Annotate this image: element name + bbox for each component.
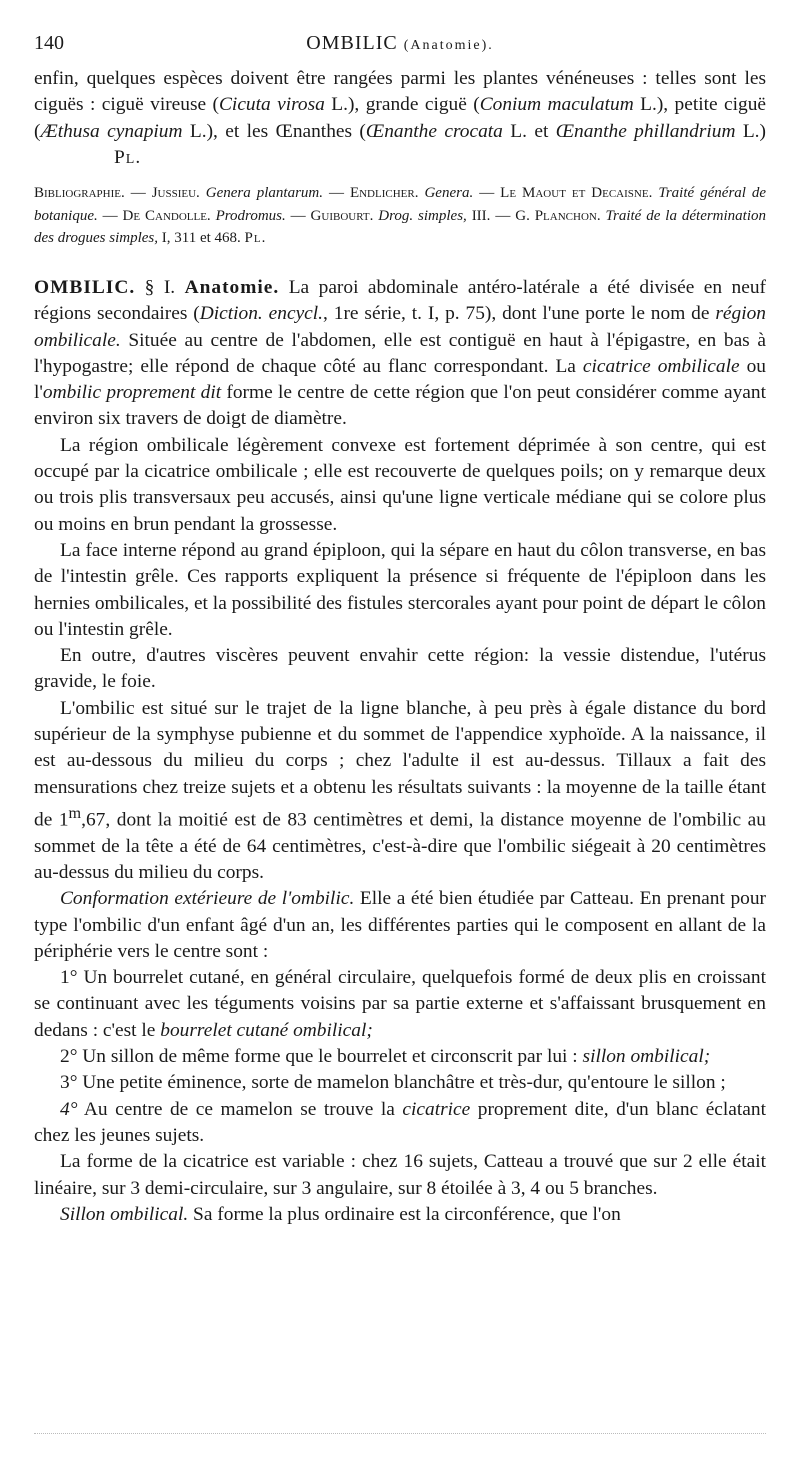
running-head <box>34 32 766 55</box>
paragraph-text: ou l' <box>34 355 766 404</box>
list-item <box>34 965 766 1044</box>
bibliography: Bibliographie. — Jussieu. Genera plantarum. — Endlicher. Genera. — Le Maout et Decaisne. Traité général de botanique. — De Candolle. Prodromus. — Guibourt. Drog. simples, III. — G. Planchon. Traité de la détermination des drogues simples, I, 311 et 468. Pl. <box>34 185 767 246</box>
bib-author: Guibourt. <box>310 207 374 224</box>
list-number: 4° <box>60 1098 78 1120</box>
page-header <box>34 28 766 62</box>
author-signature: Pl. <box>244 230 267 246</box>
paragraph <box>34 1202 766 1228</box>
paragraph: En outre, d'autres viscères peuvent envahir cette région: la vessie distendue, l'utérus gravide, le foie. <box>34 645 766 693</box>
paragraph-text: La paroi abdominale antéro-latérale a été divisée en neuf régions secondaires ( <box>34 277 766 325</box>
bib-author: De Candolle. <box>122 207 211 224</box>
running-head-section: (Anatomie). <box>403 38 494 53</box>
section-mark: § I. <box>144 277 176 298</box>
subsection-title: Conformation extérieure de l'ombilic. <box>60 888 355 910</box>
bib-author: Le Maout et Decaisne. <box>500 185 653 201</box>
bib-author: Endlicher. <box>349 185 419 201</box>
paragraph-text: Un bourrelet cutané, en général circulaire, quelquefois formé de deux plis en croissant se continuant avec les téguments voisins par sa partie externe et s'affaissant brusquement en dedans : c'est le <box>34 967 766 1041</box>
paragraph-text: L'ombilic est situé sur le trajet de la ligne blanche, à peu près à égale distance du bord supérieur de la symphyse pubienne et du sommet de l'appendice xyphoïde. A la naissance, il est au-dessous du milieu du corps ; chez l'adulte il est au-dessus. Tillaux a fait des mensurations chez treize sujets et a obtenu les résultats suivants : la moyenne de la taille étant de 1 <box>34 697 766 831</box>
bib-author: Jussieu. <box>151 185 200 201</box>
species-name: Œnanthe crocata <box>365 120 503 142</box>
page-number: 140 <box>34 32 64 54</box>
paragraph-text: Située au centre de l'abdomen, elle est contiguë en haut à l'épigastre, en bas à l'hypogastre; elle répond de chaque côté au flanc correspondant. La <box>34 329 766 377</box>
list-number: 3° <box>60 1072 78 1094</box>
paragraph-text: Au centre de ce mamelon se trouve la <box>77 1098 403 1120</box>
species-name: Æthusa cynapium <box>40 120 183 142</box>
bib-title: Drog. simples, <box>378 207 467 224</box>
bibliography-label: Bibliographie. <box>34 185 125 201</box>
paragraph-text: Un sillon de même forme que le bourrelet et circonscrit par lui : <box>77 1046 583 1068</box>
species-name: Conium maculatum <box>479 94 634 116</box>
species-name: Œnanthe phillandrium <box>555 120 736 142</box>
paragraph: La face interne répond au grand épiploon, qui la sépare en haut du côlon transverse, en bas de l'intestin grêle. Ces rapports expliquent la présence si fréquente de l'épiploon dans les hernies ombilicales, et la possibilité des fistules stercorales ayant pour point de départ le côlon ou l'intestin grêle. <box>34 539 766 640</box>
intro-text: L.), et les Œnanthes ( <box>182 120 366 142</box>
intro-text: L.) <box>735 120 766 142</box>
paragraph-text: , 1re série, t. I, p. 75), dont l'une porte le nom de <box>323 303 716 325</box>
species-name: Cicuta virosa <box>219 94 325 116</box>
intro-text: L.), grande ciguë ( <box>324 94 480 116</box>
term: cicatrice <box>402 1098 471 1120</box>
article-body <box>34 275 766 1228</box>
intro-text: L.), petite ciguë ( <box>34 94 767 142</box>
unit-superscript: m <box>68 804 82 822</box>
intro-text: L. et <box>502 120 556 142</box>
paragraph <box>34 886 766 965</box>
paragraph-text: Une petite éminence, sorte de mamelon blanchâtre et très-dur, qu'entoure le sillon ; <box>77 1072 726 1094</box>
list-number: 1° <box>60 967 78 989</box>
section-title: Anatomie. <box>184 277 280 298</box>
page-bottom-rule <box>34 1433 766 1434</box>
list-item <box>34 1097 766 1150</box>
paragraph <box>34 696 766 887</box>
bib-title: Genera. <box>424 185 474 201</box>
author-signature: Pl. <box>114 146 142 168</box>
running-head-title: OMBILIC <box>306 32 398 54</box>
term: cicatrice ombilicale <box>582 355 740 377</box>
bib-title: Genera plantarum. <box>205 185 323 201</box>
paragraph: La forme de la cicatrice est variable : chez 16 sujets, Catteau a trouvé que sur 2 elle était linéaire, sur 3 demi-circulaire, sur 3 angulaire, sur 8 étoilée à 3, 4 ou 5 branches. <box>34 1151 766 1199</box>
subsection-title: Sillon ombilical. <box>60 1203 189 1225</box>
bib-title: Traité général de botanique. <box>34 185 767 224</box>
paragraph-text: ,67, dont la moitié est de 83 centimètres et demi, la distance moyenne de l'ombilic au sommet de la tête a été de 64 centimètres, c'est-à-dire que l'ombilic siégeait à 20 centimètres au-dessus du milieu du corps. <box>34 809 766 883</box>
term: sillon ombilical; <box>582 1046 711 1068</box>
intro-text: enfin, quelques espèces doivent être rangées parmi les plantes vénéneuses : telles sont les ciguës : ciguë vireuse ( <box>34 68 766 116</box>
paragraph-text: Sa forme la plus ordinaire est la circonférence, que l'on <box>188 1203 621 1225</box>
bib-volume: III. <box>471 207 491 224</box>
bib-title: Traité de la détermination des drogues simples, <box>34 207 767 246</box>
bib-author: G. Planchon. <box>515 207 601 224</box>
paragraph-text: forme le centre de cette région que l'on peut considérer comme ayant environ six travers de doigt de diamètre. <box>34 382 766 430</box>
paragraph-text: Elle a été bien étudiée par Catteau. En prenant pour type l'ombilic d'un enfant âgé d'un an, les différentes parties qui le composent en allant de la périphérie vers le centre sont : <box>34 888 766 962</box>
article-headword: OMBILIC. <box>34 277 136 298</box>
list-item <box>34 1044 766 1070</box>
term: bourrelet cutané ombilical; <box>160 1019 373 1041</box>
list-number: 2° <box>60 1046 78 1068</box>
intro-paragraph <box>34 66 766 171</box>
list-item <box>34 1070 766 1096</box>
bib-title: Prodromus. <box>215 207 286 224</box>
term: ombilic proprement dit <box>42 382 222 404</box>
citation: Diction. encycl. <box>199 303 324 325</box>
paragraph: La région ombilicale légèrement convexe est fortement déprimée à son centre, qui est occupé par la cicatrice ombilicale ; elle est recouverte de quelques poils; on y remarque deux ou trois plis transversaux peu accusés, ainsi qu'une ligne verticale médiane qui se colore plus ou moins en brun pendant la grossesse. <box>34 434 766 535</box>
bib-pages: I, 311 et 468. <box>161 230 241 246</box>
term: région ombilicale. <box>34 303 766 351</box>
paragraph-text: proprement dite, d'un blanc éclatant chez les jeunes sujets. <box>34 1098 766 1146</box>
